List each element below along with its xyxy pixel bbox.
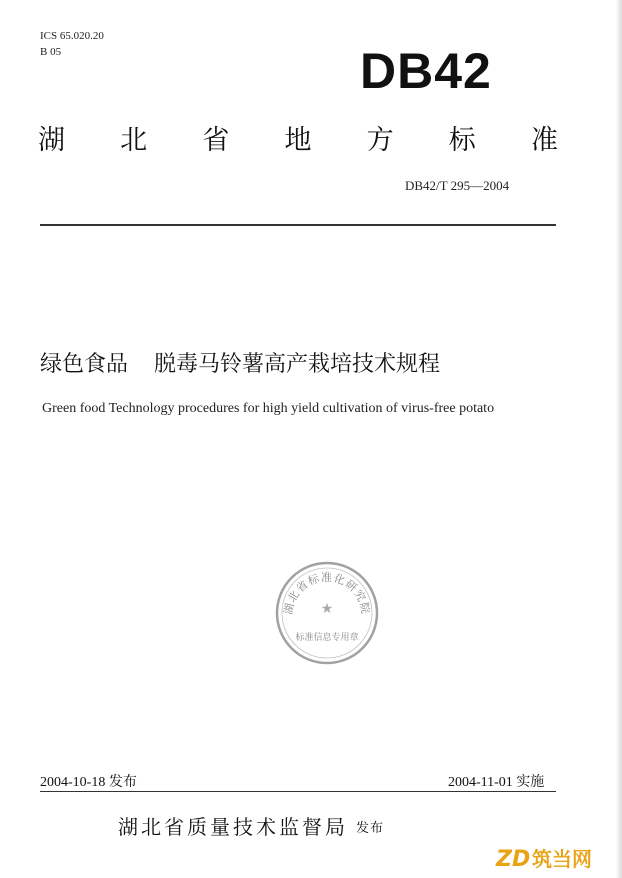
watermark-zd-mark: ZD [496,847,531,872]
seal-star-icon: ★ [320,601,334,617]
heading-char: 省 [202,125,230,156]
classification-codes [40,28,104,60]
heading-char: 方 [366,125,394,156]
official-seal-stamp [274,560,380,666]
seal-inner-text: 标准信息专用章 [295,633,359,643]
standard-logo: DB42 [360,43,492,99]
issuer-suffix: 发布 [356,821,385,836]
title-part-1: 绿色食品 [40,352,129,377]
document-title-chinese [40,347,440,378]
issue-date: 2004-10-18 发布 [40,775,137,790]
page-edge-shadow [616,0,622,878]
heading-char: 湖 [38,125,65,156]
implementation-date: 2004-11-01 实施 [448,775,545,790]
issuing-authority [118,811,384,840]
standard-number: DB42/T 295—2004 [405,178,510,193]
title-part-2: 脱毒马铃薯高产栽培技术规程 [154,352,441,377]
watermark-text: 筑当网 [532,847,592,871]
province-standard-heading [38,118,558,157]
issuer-name: 湖北省质量技术监督局 [118,815,348,839]
document-title-english: Green food Technology procedures for high yield cultivation of virus-free potato [42,401,495,416]
site-watermark-logo [494,842,618,872]
header-divider [40,224,556,226]
seal-outer-text: 湖北省标准化研究院 [281,571,373,616]
heading-char: 北 [120,125,148,156]
ics-code: ICS 65.020.20 [40,30,104,42]
heading-char: 准 [530,125,558,156]
heading-char: 标 [448,125,476,156]
heading-char: 地 [284,125,312,156]
category-code: B 05 [40,46,62,58]
footer-divider [40,791,556,792]
